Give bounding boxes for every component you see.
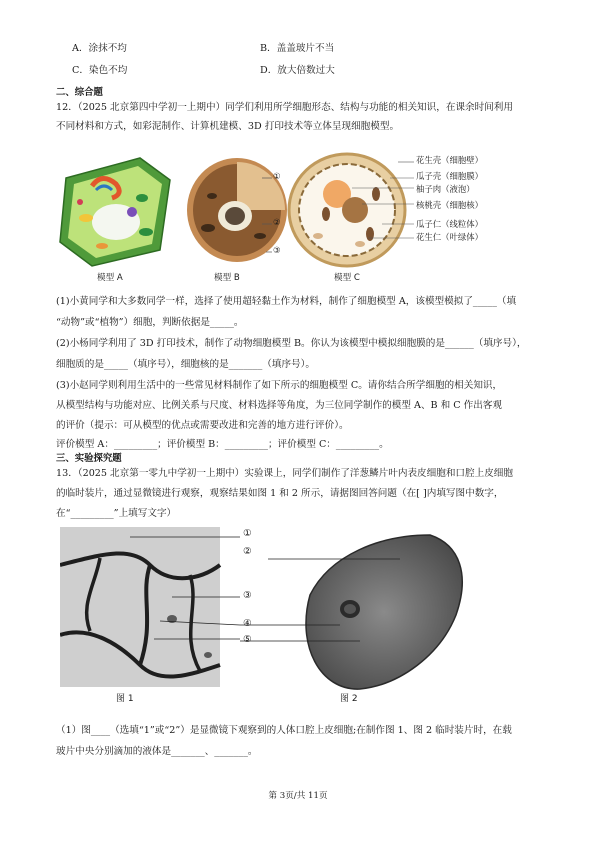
- model-c-label-seed-shell: 瓜子壳（细胞膜）: [416, 171, 483, 181]
- q13-part1-line-2: 玻片中央分别滴加的液体是_______、_______。: [56, 746, 258, 757]
- page-footer: 第 3页/共 11页: [268, 791, 328, 801]
- model-c-label-walnut: 核桃壳（细胞核）: [416, 200, 483, 210]
- q12-intro-line-2: 不同材料和方式，如彩泥制作、计算机建模、3D 打印技术等立体呈现细胞模型。: [56, 121, 400, 132]
- micro-label-2: ②: [243, 546, 252, 557]
- q13-intro-line-2: 的临时装片，通过显微镜进行观察，观察结果如图 1 和 2 所示，请据图回答问题（在[ ]内填写图中数字，: [56, 488, 504, 499]
- q12-part3-line-4: 评价模型 A：_________；评价模型 B：_________；评价模型 C：_________。: [56, 439, 389, 450]
- figure-2-caption: 图 2: [340, 694, 358, 704]
- q12-part3-line-1: (3)小赵同学则利用生活中的一些常见材料制作了如下所示的细胞模型 C。请你结合所学细胞的相关知识，: [56, 380, 503, 391]
- option-c: C．染色不均: [72, 65, 128, 76]
- figure-1-onion-cells: [60, 527, 240, 687]
- model-c-label-peanut-kernel: 花生仁（叶绿体）: [416, 232, 483, 242]
- model-b-label-3: ③: [273, 245, 281, 255]
- model-b-label-1: ①: [273, 171, 281, 181]
- q12-intro-line-1: 12．（2025 北京第四中学初一上期中）同学们利用所学细胞形态、结构与功能的相关知识，在课余时间利用: [56, 102, 513, 113]
- cell-models-figure: [52, 148, 542, 288]
- micro-label-3: ③: [243, 590, 252, 601]
- option-b: B．盖盖玻片不当: [260, 43, 335, 54]
- options-row-2: [72, 64, 542, 78]
- options-row-1: [72, 42, 542, 56]
- micro-label-5: ⑤: [243, 634, 252, 645]
- model-c-label-pomelo: 柚子肉（液泡）: [416, 184, 475, 194]
- q12-part1-line-1: (1)小黄同学和大多数同学一样，选择了使用超轻黏土作为材料，制作了细胞模型 A，该模型模拟了_____（填: [56, 296, 517, 307]
- micro-label-4: ④: [243, 618, 252, 629]
- q12-part3-line-3: 的评价（提示：可从模型的优点或需要改进和完善的地方进行评价）。: [56, 420, 349, 431]
- q13-intro-line-3: 在“_________”上填写文字）: [56, 508, 177, 519]
- q13-intro-line-1: 13．（2025 北京第一零九中学初一上期中）实验课上，同学们制作了洋葱鳞片叶内表皮细胞和口腔上皮细胞: [56, 468, 513, 479]
- figure-1-caption: 图 1: [116, 694, 134, 704]
- micrographs-illustration: [60, 525, 490, 710]
- model-c-label-peanut-shell: 花生壳（细胞壁）: [416, 155, 483, 165]
- option-d: D．放大倍数过大: [260, 65, 335, 76]
- model-a-illustration: [60, 158, 170, 266]
- q12-part2-line-1: (2)小杨同学利用了 3D 打印技术，制作了动物细胞模型 B。你认为该模型中模拟细胞膜的是______（填序号），: [56, 338, 527, 349]
- q13-part1-line-1: （1）图____（选填“1”或“2”）是显微镜下观察到的人体口腔上皮细胞;在制作图 1、图 2 临时装片时，在载: [56, 725, 512, 736]
- q12-part1-line-2: “动物”或“植物”）细胞，判断依据是_____。: [56, 317, 244, 328]
- model-c-caption: 模型 C: [334, 273, 360, 283]
- section-heading-2: 二、综合题: [56, 87, 103, 98]
- model-b-label-2: ②: [273, 217, 281, 227]
- q12-part3-line-2: 从模型结构与功能对应、比例关系与尺度、材料选择等角度，为三位同学制作的模型 A、B 和 C 作出客观: [56, 400, 503, 411]
- micro-label-1: ①: [243, 528, 252, 539]
- model-b-caption: 模型 B: [214, 273, 240, 283]
- q12-part2-line-2: 细胞质的是_____（填序号），细胞核的是_______（填序号）。: [56, 359, 316, 370]
- section-heading-3: 三、实验探究题: [56, 453, 122, 464]
- micrographs-figure: [60, 525, 490, 710]
- model-c-illustration: [289, 154, 414, 266]
- model-c-label-seed-kernel: 瓜子仁（线粒体）: [416, 219, 483, 229]
- figure-2-cheek-cell: [240, 535, 462, 689]
- model-b-illustration: [187, 158, 287, 262]
- model-a-caption: 模型 A: [97, 273, 123, 283]
- option-a: A．涂抹不均: [72, 43, 127, 54]
